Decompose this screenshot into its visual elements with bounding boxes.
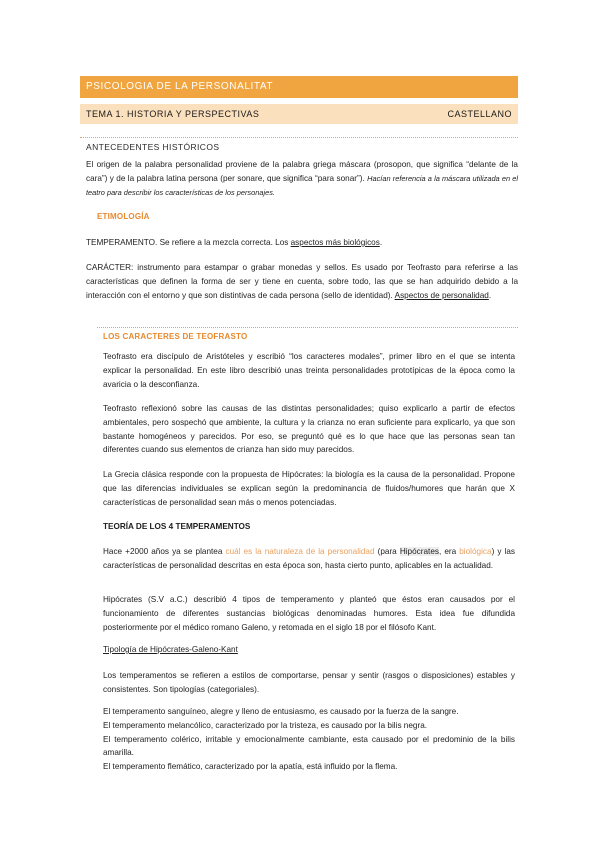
origen-text: El origen de la palabra personalidad proviene de la palabra griega máscara (prosopon, que significa “delante de la cara”) y de la palabra latina persona (per sonare, que significa “para sonar”). [86, 160, 518, 183]
temperament-sanguineo: El temperamento sanguíneo, alegre y lleno de entusiasmo, es causado por la fuerza de la sangre. [103, 707, 459, 716]
p4-a: Hace +2000 años ya se plantea [103, 547, 223, 556]
caracter-text: CARÁCTER: instrumento para estampar o grabar monedas y sellos. Es usado por Teofrasto para referirse a las características que definen la forma de ser y tiene en cuenta, sobre todo, las que se han adquirido debido a la interacción con el entorno y que son distintivas de cada persona (sello de identidad). [86, 263, 518, 300]
temperamento-end: . [379, 238, 383, 247]
paragraph-temperamento [86, 236, 518, 250]
p4-b: (para [377, 547, 397, 556]
temperament-list [103, 705, 515, 774]
heading-tipologia: Tipología de Hipócrates-Galeno-Kant [103, 645, 238, 654]
temperament-colerico: El temperamento colérico, irritable y emocionalmente cambiante, esta causado por el predominio de la bilis amarilla. [103, 734, 515, 758]
aspectos-personalidad-link: Aspectos de personalidad [394, 290, 489, 300]
paragraph-hipocrates: Hipócrates (S.V a.C.) describió 4 tipos de temperamento y planteó que éstos eran causados por el funcionamiento de diferentes sustancias biológicas denominadas humores. Esta idea fue difundida posteriormente por el médico romano Galeno, y retomada en el siglo 18 por el filósofo Kant. [103, 595, 515, 632]
heading-etimologia: ETIMOLOGÍA [97, 212, 150, 221]
paragraph-teofrasto-2: Teofrasto reflexionó sobre las causas de las distintas personalidades; quiso explicarlo a partir de efectos ambientales, pero sospechó que ambiente, la cultura y la crianza no eran suficiente para explicarlo, ya que son bastante homogéneos y parecidos. Por eso, se preguntó qué es lo que hace que las personas sean tan diferentes cuando sus elementos de crianza han sido muy parecidos. [103, 404, 515, 455]
section-divider [80, 137, 518, 138]
paragraph-grecia: La Grecia clásica responde con la propuesta de Hipócrates: la biología es la causa de la personalidad. Propone que las diferencias individuales se explican según la predominancia de fluidos/humores que harán que X características de personalidad sean más o menos potenciadas. [103, 470, 515, 507]
topic-bar [80, 104, 518, 124]
caracter-end: . [488, 290, 492, 300]
aspectos-biologicos-link: aspectos más biológicos [290, 238, 380, 247]
hipocrates-highlight: Hipócrates [399, 547, 439, 556]
section-heading-antecedentes: ANTECEDENTES HISTÓRICOS [86, 142, 220, 152]
topic-title: TEMA 1. HISTORIA Y PERSPECTIVAS [86, 109, 260, 119]
p4-d: ) y las características de personalidad descritas en esta época son, hasta cierto punto, aplicables en la actualidad. [103, 547, 515, 570]
temperamento-label: TEMPERAMENTO. [86, 238, 158, 247]
subsection-divider [97, 327, 518, 328]
naturaleza-personalidad-highlight: cuál es la naturaleza de la personalidad [225, 547, 375, 556]
paragraph-temperamentos-definicion: Los temperamentos se refieren a estilos de comportarse, pensar y sentir (rasgos o disposiciones) estables y consistentes. Son tipologías (categoriales). [103, 671, 515, 694]
p4-c: , era [438, 547, 457, 556]
course-title: PSICOLOGIA DE LA PERSONALITAT [86, 81, 274, 92]
heading-teoria-temperamentos: TEORÍA DE LOS 4 TEMPERAMENTOS [103, 522, 251, 531]
paragraph-teofrasto-1: Teofrasto era discípulo de Aristóteles y escribió “los caracteres modales”, primer libro en el que se intenta explicar la personalidad. En este libro describió unas treinta personalidades prototípicas de la época como la avaricia o la desconfianza. [103, 352, 515, 389]
origen-note: Hacían referencia a la máscara utilizada en el teatro para describir los características de los personajes. [86, 173, 518, 197]
temperamento-text: Se refiere a la mezcla correcta. Los [159, 238, 289, 247]
heading-teofrasto: LOS CARACTERES DE TEOFRASTO [103, 332, 248, 341]
biologica-highlight: biológica [459, 547, 492, 556]
language-label: CASTELLANO [447, 109, 512, 119]
paragraph-origen [86, 158, 518, 199]
temperament-flematico: El temperamento flemático, caracterizado por la apatía, está influido por la flema. [103, 762, 398, 772]
temperament-melancolico: El temperamento melancólico, caracterizado por la tristeza, es causado por la bilis negra. [103, 720, 428, 730]
paragraph-hace-2000 [103, 545, 515, 573]
paragraph-caracter [86, 261, 518, 302]
course-title-banner [80, 76, 518, 98]
